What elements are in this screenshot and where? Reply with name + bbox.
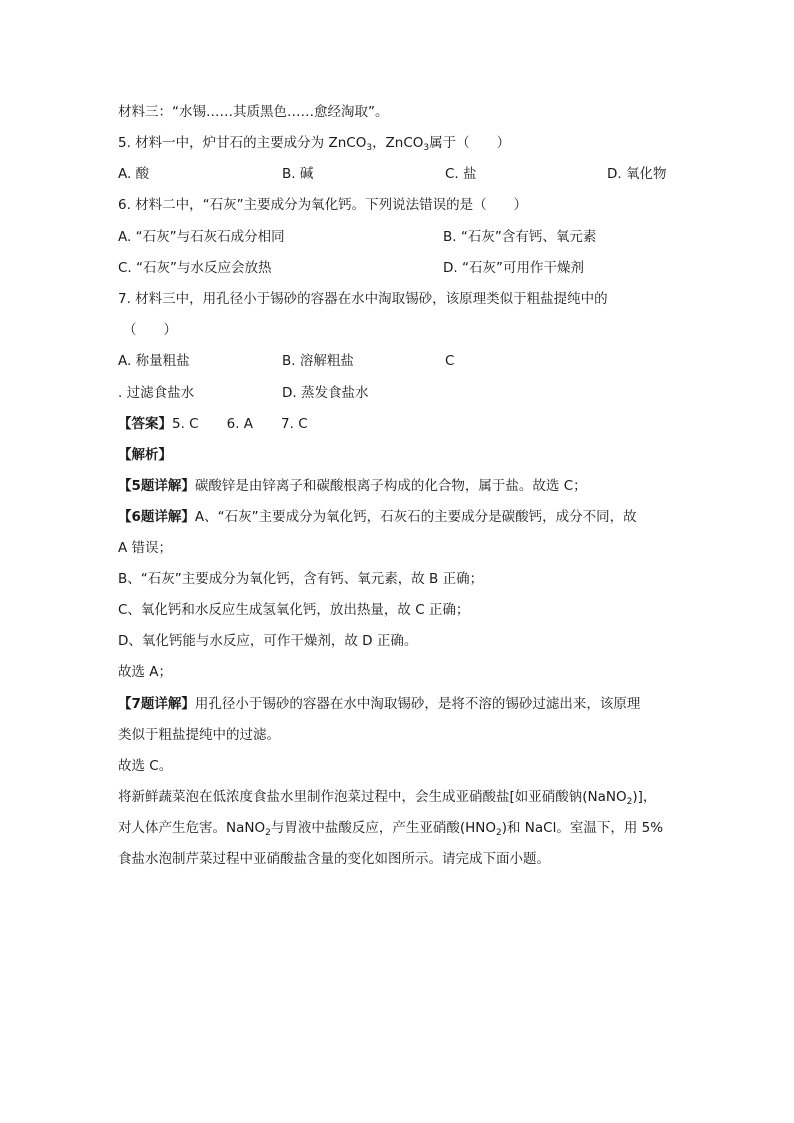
passage-line-2 — [118, 818, 663, 838]
detail-7 — [118, 694, 640, 714]
q5-stem-part: 5. 材料一中，炉甘石的主要成分为 ZnCO — [118, 135, 367, 151]
passage-subscript: 2 — [265, 828, 271, 838]
q6-option-c: C. “石灰”与水反应会放热 — [118, 260, 272, 276]
q5-option-c: C. 盐 — [445, 166, 477, 182]
detail-5-label: 【5题详解】 — [118, 478, 195, 494]
passage-text: 与胃液中盐酸反应，产生亚硝酸(HNO — [270, 820, 496, 836]
detail-7-line-2: 类似于粗盐提纯中的过滤。 — [118, 727, 280, 743]
detail-7-label: 【7题详解】 — [118, 696, 195, 712]
q6-option-d: D. “石灰”可用作干燥剂 — [443, 260, 584, 276]
q5-subscript: 3 — [366, 143, 373, 153]
question-7-stem-cont: （ ） — [123, 322, 177, 338]
detail-6-line-6: 故选 A； — [118, 664, 173, 680]
q5-option-d: D. 氧化物 — [607, 166, 667, 182]
passage-line-3: 食盐水泡制芹菜过程中亚硝酸盐含量的变化如图所示。请完成下面小题。 — [118, 851, 550, 867]
answer-line — [118, 414, 308, 434]
detail-7-text: 用孔径小于锡砂的容器在水中淘取锡砂，是将不溶的锡砂过滤出来，该原理 — [194, 696, 641, 712]
detail-6-line-3: B、“石灰”主要成分为氧化钙，含有钙、氧元素，故 B 正确； — [118, 571, 484, 587]
q7-option-b: B. 溶解粗盐 — [282, 353, 354, 369]
answer-item: 5. C — [172, 416, 199, 432]
passage-line-1 — [118, 787, 656, 807]
detail-6-line-4: C、氧化钙和水反应生成氢氧化钙，放出热量，故 C 正确； — [118, 602, 470, 618]
material-three: 材料三：“水锡……其质黑色……愈经淘取”。 — [118, 104, 389, 120]
question-6-stem: 6. 材料二中，“石灰”主要成分为氧化钙。下列说法错误的是（ ） — [118, 197, 528, 213]
q7-option-c: C — [445, 353, 455, 369]
q5-subscript: 3 — [423, 143, 430, 153]
passage-subscript: 2 — [626, 797, 633, 807]
detail-6-text: A、“石灰”主要成分为氧化钙，石灰石的主要成分是碳酸钙，成分不同，故 — [194, 509, 637, 525]
q6-option-a: A. “石灰”与石灰石成分相同 — [118, 229, 285, 245]
detail-5-text: 碳酸锌是由锌离子和碳酸根离子构成的化合物，属于盐。故选 C； — [194, 478, 587, 494]
q5-stem-part: 属于（ ） — [429, 135, 511, 151]
question-7-stem: 7. 材料三中，用孔径小于锡砂的容器在水中淘取锡砂，该原理类似于粗盐提纯中的 — [118, 291, 608, 307]
passage-text: 对人体产生危害。NaNO — [118, 820, 266, 836]
q6-option-b: B. “石灰”含有钙、氧元素 — [443, 229, 597, 245]
q7-option-d: D. 蒸发食盐水 — [282, 385, 369, 401]
q5-option-a: A. 酸 — [118, 166, 150, 182]
q5-option-b: B. 碱 — [282, 166, 314, 182]
question-5-stem — [118, 133, 510, 153]
detail-6-label: 【6题详解】 — [118, 509, 195, 525]
answer-item: 7. C — [281, 416, 308, 432]
passage-text: )]， — [632, 789, 657, 805]
passage-subscript: 2 — [496, 828, 502, 838]
q7-option-c-cont: . 过滤食盐水 — [118, 385, 195, 401]
detail-6-line-5: D、氧化钙能与水反应，可作干燥剂，故 D 正确。 — [118, 633, 418, 649]
passage-text: )和 NaCl。室温下，用 5% — [501, 820, 664, 836]
answer-label: 【答案】 — [118, 416, 172, 432]
q5-stem-part: ，ZnCO — [372, 135, 424, 151]
analysis-label: 【解析】 — [118, 447, 172, 463]
detail-6-line-2: A 错误； — [118, 540, 173, 556]
detail-5 — [118, 476, 587, 496]
detail-7-line-3: 故选 C。 — [118, 758, 173, 774]
q7-option-a: A. 称量粗盐 — [118, 353, 190, 369]
detail-6 — [118, 507, 637, 527]
passage-text: 将新鲜蔬菜泡在低浓度食盐水里制作泡菜过程中，会生成亚硝酸盐[如亚硝酸钠(NaNO — [118, 789, 627, 805]
answer-item: 6. A — [226, 416, 254, 432]
